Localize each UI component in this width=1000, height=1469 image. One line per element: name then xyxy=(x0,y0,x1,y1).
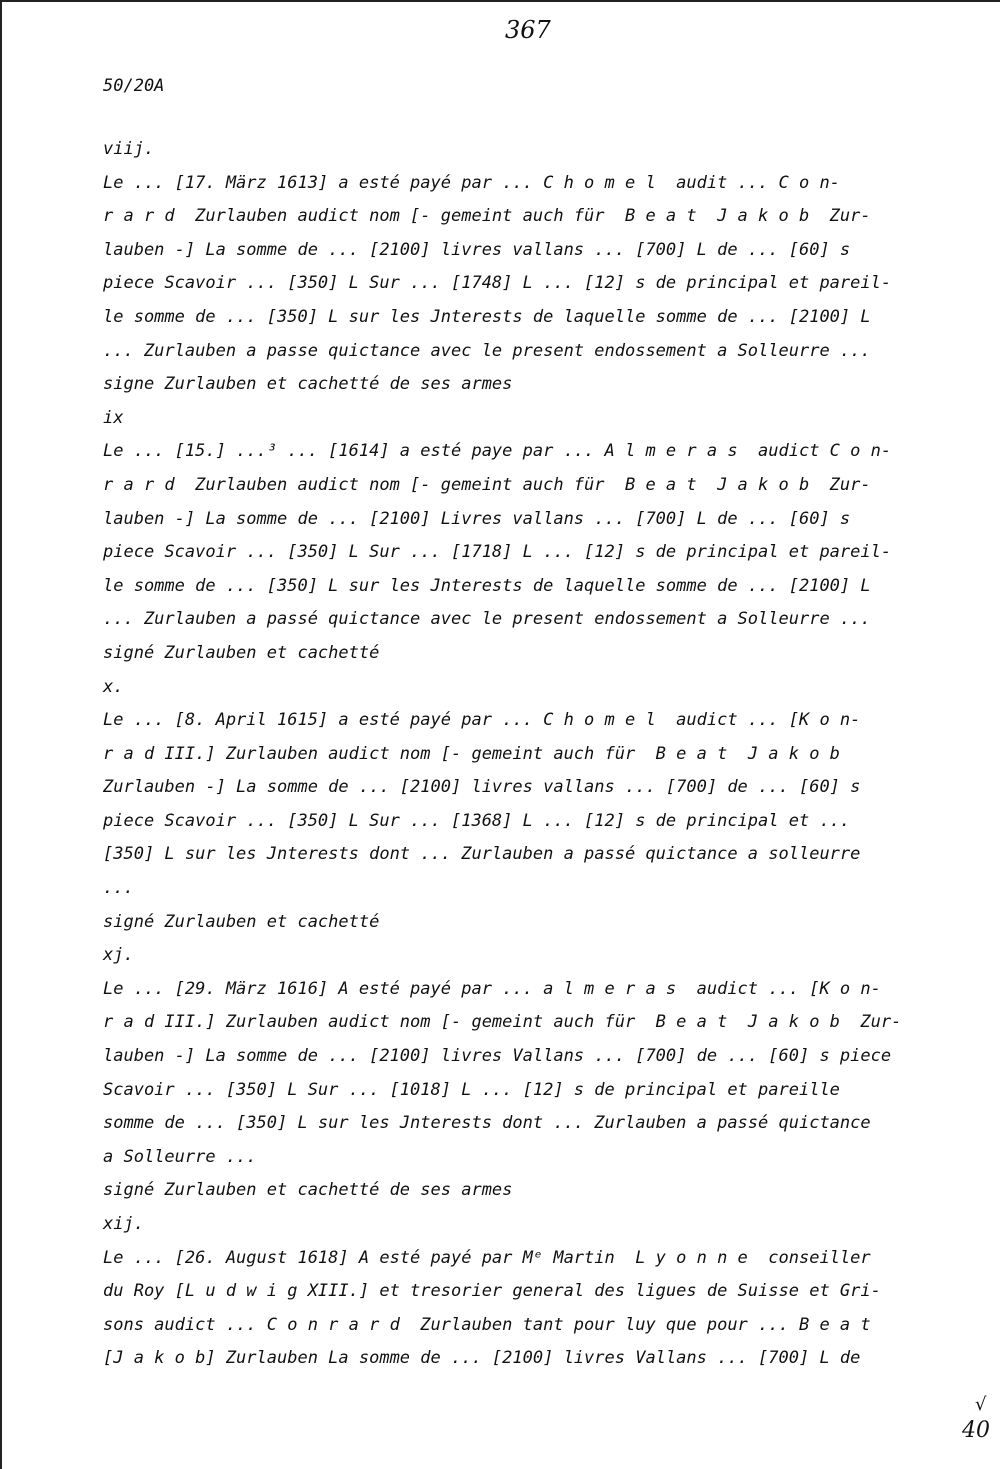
text-line: le somme de ... [350] L sur les Jnterests de laquelle somme de ... [2100] L xyxy=(103,575,871,596)
text-line: signe Zurlauben et cachetté de ses armes xyxy=(103,374,513,395)
text-line: Le ... [8. April 1615] a esté payé par ... C h o m e l audict ... [K o n- xyxy=(103,710,861,731)
text-line: lauben -] La somme de ... [2100] Livres vallans ... [700] L de ... [60] s xyxy=(103,508,851,529)
text-line: Zurlauben -] La somme de ... [2100] livres vallans ... [700] de ... [60] s xyxy=(103,777,861,798)
text-line: Le ... [29. März 1616] A esté payé par ... a l m e r a s audict ... [K o n- xyxy=(103,978,881,999)
text-line: [350] L sur les Jnterests dont ... Zurlauben a passé quictance a solleurre xyxy=(103,844,861,865)
text-line: Scavoir ... [350] L Sur ... [1018] L ... [12] s de principal et pareille xyxy=(103,1079,840,1100)
text-line: a Solleurre ... xyxy=(103,1146,257,1167)
text-line: r a d III.] Zurlauben audict nom [- gemeint auch für B e a t J a k o b Zur- xyxy=(103,1012,902,1033)
text-line: signé Zurlauben et cachetté xyxy=(103,911,380,932)
text-line: [J a k o b] Zurlauben La somme de ... [2100] livres Vallans ... [700] L de xyxy=(103,1348,861,1369)
text-line: signé Zurlauben et cachetté xyxy=(103,642,380,663)
handwritten-checkmark: √ xyxy=(975,1394,987,1415)
text-line: somme de ... [350] L sur les Jnterests dont ... Zurlauben a passé quictance xyxy=(103,1113,871,1134)
text-line: r a r d Zurlauben audict nom [- gemeint auch für B e a t J a k o b Zur- xyxy=(103,474,871,495)
text-line: lauben -] La somme de ... [2100] livres Vallans ... [700] de ... [60] s piece xyxy=(103,1046,892,1067)
text-line: r a r d Zurlauben audict nom [- gemeint auch für B e a t J a k o b Zur- xyxy=(103,206,871,227)
scan-border-top xyxy=(0,0,1000,2)
handwritten-folio-number: 40 xyxy=(962,1418,990,1443)
text-line: x. xyxy=(103,676,124,697)
text-line: viij. xyxy=(103,139,155,159)
text-line: xj. xyxy=(103,945,134,966)
text-line: ... xyxy=(103,878,134,899)
text-line: signé Zurlauben et cachetté de ses armes xyxy=(103,1180,513,1201)
text-line: Le ... [26. August 1618] A esté payé par Mᵉ Martin L y o n n e conseiller xyxy=(103,1247,871,1268)
text-line: ... Zurlauben a passe quictance avec le present endossement a Solleurre ... xyxy=(103,340,871,361)
text-line: sons audict ... C o n r a r d Zurlauben tant pour luy que pour ... B e a t xyxy=(103,1314,871,1335)
text-line: r a d III.] Zurlauben audict nom [- gemeint auch für B e a t J a k o b xyxy=(103,743,840,764)
text-line: Le ... [15.] ...³ ... [1614] a esté paye par ... A l m e r a s audict C o n- xyxy=(103,441,892,462)
text-line: le somme de ... [350] L sur les Jnterests de laquelle somme de ... [2100] L xyxy=(103,306,871,327)
handwritten-page-number: 367 xyxy=(505,16,551,44)
text-line: du Roy [L u d w i g XIII.] et tresorier general des ligues de Suisse et Gri- xyxy=(103,1281,881,1302)
document-reference: 50/20A xyxy=(103,76,165,96)
transcription-body xyxy=(103,133,933,1376)
text-line: piece Scavoir ... [350] L Sur ... [1368] L ... [12] s de principal et ... xyxy=(103,810,851,831)
text-line: Le ... [17. März 1613] a esté payé par ... C h o m e l audit ... C o n- xyxy=(103,172,840,193)
scan-border-left xyxy=(0,0,2,1469)
text-line: ix xyxy=(103,407,124,428)
text-line: xij. xyxy=(103,1214,144,1234)
text-line: ... Zurlauben a passé quictance avec le present endossement a Solleurre ... xyxy=(103,609,871,630)
text-line: piece Scavoir ... [350] L Sur ... [1748] L ... [12] s de principal et pareil- xyxy=(103,273,892,294)
text-line: lauben -] La somme de ... [2100] livres vallans ... [700] L de ... [60] s xyxy=(103,239,851,260)
text-line: piece Scavoir ... [350] L Sur ... [1718] L ... [12] s de principal et pareil- xyxy=(103,542,892,563)
